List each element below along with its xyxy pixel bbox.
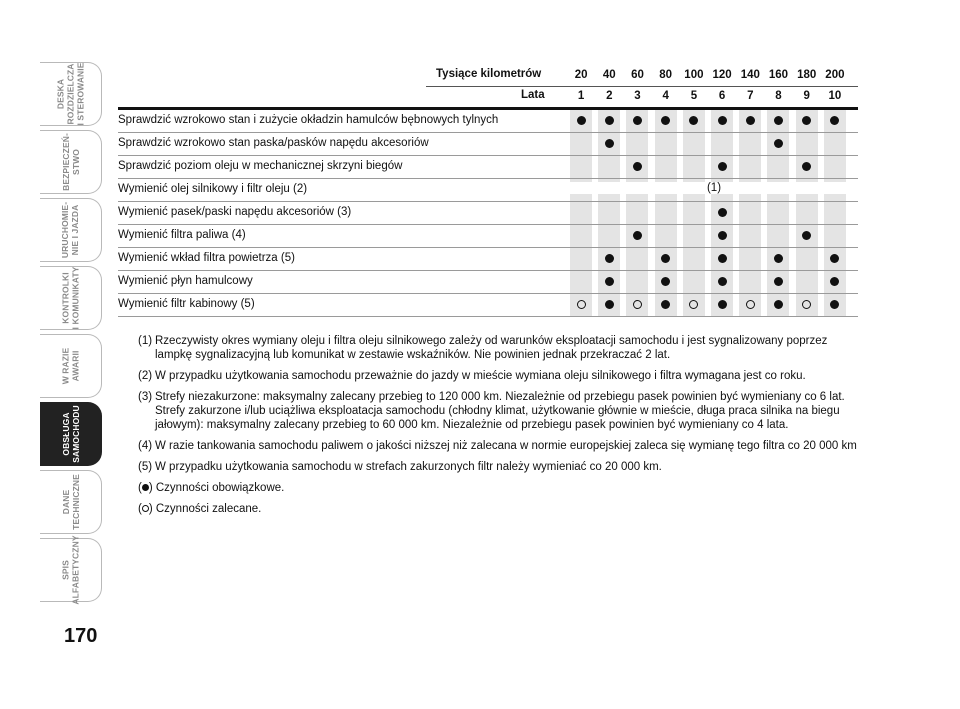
tab-label: SPIS ALFABETYCZNY [60, 535, 81, 605]
km-header-cell: 60 [631, 69, 644, 81]
row-label: Wymienić pasek/paski napędu akcesoriów (3) [118, 206, 352, 218]
filled-dot-icon [830, 300, 839, 309]
column-shading [796, 202, 818, 224]
table-row [118, 202, 858, 225]
years-header-row [426, 87, 858, 107]
km-header-cell: 20 [574, 69, 588, 81]
column-shading [683, 271, 705, 293]
table-row [118, 179, 858, 202]
km-header-cell: 80 [659, 69, 673, 81]
footnote-number: (1) [138, 335, 153, 347]
footnote-number: (3) [138, 391, 153, 403]
tab-label: KONTROLKI I KOMUNIKATY [60, 266, 81, 330]
year-header-cell: 2 [606, 90, 613, 102]
filled-dot-icon [718, 116, 727, 125]
year-header-cell: 8 [775, 90, 782, 102]
filled-dot-icon [718, 162, 727, 171]
mandatory-dot-icon [570, 114, 592, 128]
recommended-circle-icon [683, 298, 705, 312]
filled-dot-icon [774, 254, 783, 263]
mandatory-dot-icon [767, 137, 789, 151]
tab-starting-driving[interactable] [40, 198, 102, 262]
footnote-number: (2) [138, 370, 153, 382]
tab-emergency[interactable] [40, 334, 102, 398]
year-header-cell: 6 [718, 90, 726, 102]
filled-dot-icon [746, 116, 755, 125]
mandatory-dot-icon [796, 114, 818, 128]
row-label: Sprawdzić wzrokowo stan i zużycie okładzin hamulców bębnowych tylnych [118, 114, 499, 126]
mandatory-dot-icon [655, 252, 677, 266]
mandatory-dot-icon [767, 252, 789, 266]
mandatory-dot-icon [711, 298, 733, 312]
column-shading [655, 133, 677, 155]
column-shading [570, 225, 592, 247]
row-label: Wymienić filtra paliwa (4) [118, 229, 246, 241]
page-number: 170 [64, 625, 98, 647]
recommended-circle-icon [739, 298, 761, 312]
column-shading [683, 156, 705, 178]
km-header-cell: 180 [797, 69, 817, 81]
open-circle-icon [633, 300, 642, 309]
footnote-text: Rzeczywisty okres wymiany oleju i filtra oleju silnikowego zależy od warunków eksploatacji samochodu i jest sygnalizowany poprzez lampkę sygnalizacyjną lub komunikat w zestawie wskaźników. Nie powinien jednak przekraczać 2 lat. [155, 335, 828, 361]
column-shading [683, 202, 705, 224]
recommended-circle-icon [796, 298, 818, 312]
column-shading [767, 156, 789, 178]
filled-dot-icon [718, 254, 727, 263]
tab-warnings[interactable] [40, 266, 102, 330]
filled-dot-icon [774, 300, 783, 309]
mandatory-dot-icon [824, 114, 846, 128]
table-row [118, 294, 858, 317]
filled-dot-icon [577, 116, 586, 125]
mandatory-dot-icon [711, 206, 733, 220]
km-header-cell: 100 [684, 69, 704, 81]
column-shading [570, 271, 592, 293]
column-shading [739, 156, 761, 178]
mandatory-dot-icon [598, 252, 620, 266]
legend-mandatory: ( ) Czynności obowiązkowe. [138, 482, 285, 494]
footnote-text: W przypadku użytkowania samochodu przeważnie do jazdy w mieście wymiana oleju silnikowego i filtra wymagana jest co roku. [155, 370, 806, 382]
open-circle-icon [802, 300, 811, 309]
row-label: Wymienić płyn hamulcowy [118, 275, 253, 287]
footnote-text: W przypadku użytkowania samochodu w strefach zakurzonych filtr należy wymieniać co 20 000 km. [155, 461, 662, 473]
table-row [118, 110, 858, 133]
mandatory-dot-icon [655, 114, 677, 128]
column-shading [739, 271, 761, 293]
tab-technical-data[interactable] [40, 470, 102, 534]
mandatory-dot-icon [711, 229, 733, 243]
row-label: Wymienić wkład filtra powietrza (5) [118, 252, 295, 264]
schedule-rows [118, 110, 858, 317]
filled-dot-icon [774, 139, 783, 148]
tab-safety[interactable] [40, 130, 102, 194]
row-note: (1) [570, 182, 858, 194]
column-shading [796, 133, 818, 155]
km-header-cell: 120 [712, 69, 732, 81]
filled-dot-icon [661, 300, 670, 309]
year-header-cell: 5 [690, 90, 698, 102]
filled-dot-icon [605, 277, 614, 286]
footnote-text: Strefy niezakurzone: maksymalny zalecany przebieg to 120 000 km. Niezależnie od przebiegu pasek powinien być wymieniany co 6 lat. Strefy zakurzone i/lub uciążliwa eksploatacja samochodu (chłodny klimat, użytkowanie głównie w mieście, długa praca silnika na biegu jałowym): maksymalny zalecany przebieg to 60 000 km. Niezależnie od przebiegu pasek powinien być wymieniany co 4 lata. [155, 391, 845, 431]
mandatory-dot-icon [711, 160, 733, 174]
table-row [118, 225, 858, 248]
column-shading [626, 202, 648, 224]
filled-dot-icon [142, 484, 149, 491]
column-shading [683, 248, 705, 270]
column-shading [570, 156, 592, 178]
footnote [138, 334, 860, 362]
column-shading [767, 225, 789, 247]
tab-label: URUCHOMIE- NIE I JAZDA [60, 201, 81, 259]
column-shading [655, 156, 677, 178]
mandatory-dot-icon [598, 137, 620, 151]
column-shading [824, 225, 846, 247]
row-label: Sprawdzić wzrokowo stan paska/pasków napędu akcesoriów [118, 137, 429, 149]
column-shading [570, 248, 592, 270]
filled-dot-icon [633, 162, 642, 171]
year-header-cell: 4 [662, 90, 669, 102]
footnotes [138, 334, 860, 523]
footnote [138, 369, 860, 383]
mandatory-dot-icon [824, 275, 846, 289]
column-shading [626, 133, 648, 155]
km-header-cell: 40 [602, 69, 616, 81]
table-row [118, 133, 858, 156]
filled-dot-icon [661, 277, 670, 286]
filled-dot-icon [802, 162, 811, 171]
footnote-text: W razie tankowania samochodu paliwem o jakości niższej niż zalecana w normie europejskiej zaleca się wymianę tego filtra co 20 000 km [155, 440, 857, 452]
mandatory-dot-icon [824, 298, 846, 312]
legend-mandatory-text: Czynności obowiązkowe. [155, 482, 285, 494]
tab-label: DANE TECHNICZNE [60, 474, 81, 530]
open-circle-icon [142, 505, 149, 512]
mandatory-dot-icon [626, 114, 648, 128]
mandatory-dot-icon [796, 160, 818, 174]
mandatory-dot-icon [824, 252, 846, 266]
column-shading [739, 202, 761, 224]
row-label: Wymienić filtr kabinowy (5) [118, 298, 255, 310]
column-shading [598, 202, 620, 224]
column-shading [683, 225, 705, 247]
km-header-cell: 200 [825, 69, 845, 81]
tab-label: W RAZIE AWARII [60, 347, 81, 385]
footnote [138, 460, 860, 474]
year-header-cell: 10 [828, 90, 842, 102]
column-shading [824, 202, 846, 224]
tab-index[interactable] [40, 535, 102, 605]
filled-dot-icon [689, 116, 698, 125]
filled-dot-icon [774, 277, 783, 286]
column-shading [739, 225, 761, 247]
column-shading [598, 225, 620, 247]
filled-dot-icon [718, 300, 727, 309]
footnote-number: (5) [138, 461, 153, 473]
year-header-cell: 1 [577, 90, 585, 102]
mandatory-dot-icon [767, 298, 789, 312]
mandatory-dot-icon [598, 275, 620, 289]
footnote [138, 390, 860, 432]
filled-dot-icon [605, 116, 614, 125]
filled-dot-icon [830, 277, 839, 286]
column-shading [739, 133, 761, 155]
filled-dot-icon [802, 231, 811, 240]
column-shading [570, 202, 592, 224]
column-shading [570, 133, 592, 155]
mandatory-dot-icon [711, 275, 733, 289]
filled-dot-icon [633, 116, 642, 125]
recommended-circle-icon [626, 298, 648, 312]
tab-label: BEZPIECZEŃ- STWO [60, 133, 81, 191]
column-shading [598, 156, 620, 178]
years-header-label: Lata [521, 89, 545, 101]
tab-label: DESKA ROZDZIELCZA I STEROWANIE [55, 62, 86, 126]
footnote-number: (4) [138, 440, 153, 452]
km-header-label: Tysiące kilometrów [436, 68, 542, 80]
filled-dot-icon [774, 116, 783, 125]
km-header-cell: 140 [740, 69, 760, 81]
mandatory-dot-icon [626, 160, 648, 174]
column-shading [796, 271, 818, 293]
filled-dot-icon [661, 254, 670, 263]
mandatory-dot-icon [711, 252, 733, 266]
year-header-cell: 3 [634, 90, 641, 102]
maintenance-schedule-table [118, 66, 858, 317]
filled-dot-icon [718, 231, 727, 240]
footnote [138, 439, 860, 453]
filled-dot-icon [830, 116, 839, 125]
column-shading [683, 133, 705, 155]
open-circle-icon [746, 300, 755, 309]
mandatory-dot-icon [598, 114, 620, 128]
table-row [118, 248, 858, 271]
filled-dot-icon [605, 300, 614, 309]
column-shading [655, 202, 677, 224]
mandatory-dot-icon [683, 114, 705, 128]
tab-maintenance[interactable] [40, 402, 102, 466]
mandatory-dot-icon [767, 275, 789, 289]
year-header-cell: 7 [747, 90, 754, 102]
mandatory-dot-icon [626, 229, 648, 243]
column-shading [626, 271, 648, 293]
filled-dot-icon [802, 116, 811, 125]
filled-dot-icon [661, 116, 670, 125]
column-shading [711, 133, 733, 155]
year-header-cell: 9 [803, 90, 810, 102]
tab-label: OBSŁUGA SAMOCHODU [60, 405, 81, 463]
legend-recommended: ( ) Czynności zalecane. [138, 503, 262, 515]
mandatory-dot-icon [598, 298, 620, 312]
column-shading [824, 156, 846, 178]
table-row [118, 156, 858, 179]
filled-dot-icon [605, 254, 614, 263]
filled-dot-icon [718, 277, 727, 286]
column-shading [824, 133, 846, 155]
filled-dot-icon [830, 254, 839, 263]
open-circle-icon [577, 300, 586, 309]
mandatory-dot-icon [655, 298, 677, 312]
mandatory-dot-icon [796, 229, 818, 243]
column-shading [796, 248, 818, 270]
filled-dot-icon [605, 139, 614, 148]
column-shading [767, 202, 789, 224]
column-shading [739, 248, 761, 270]
filled-dot-icon [633, 231, 642, 240]
mandatory-dot-icon [655, 275, 677, 289]
open-circle-icon [689, 300, 698, 309]
legend-recommended-text: Czynności zalecane. [155, 503, 262, 515]
mandatory-dot-icon [739, 114, 761, 128]
column-shading [655, 225, 677, 247]
mandatory-dot-icon [711, 114, 733, 128]
filled-dot-icon [718, 208, 727, 217]
tab-dashboard[interactable] [40, 62, 102, 126]
row-label: Wymienić olej silnikowy i filtr oleju (2) [118, 183, 308, 195]
km-header-cell: 160 [768, 69, 789, 81]
column-shading [626, 248, 648, 270]
km-header-row [426, 66, 858, 87]
row-label: Sprawdzić poziom oleju w mechanicznej skrzyni biegów [118, 160, 403, 172]
recommended-circle-icon [570, 298, 592, 312]
mandatory-dot-icon [767, 114, 789, 128]
table-row [118, 271, 858, 294]
